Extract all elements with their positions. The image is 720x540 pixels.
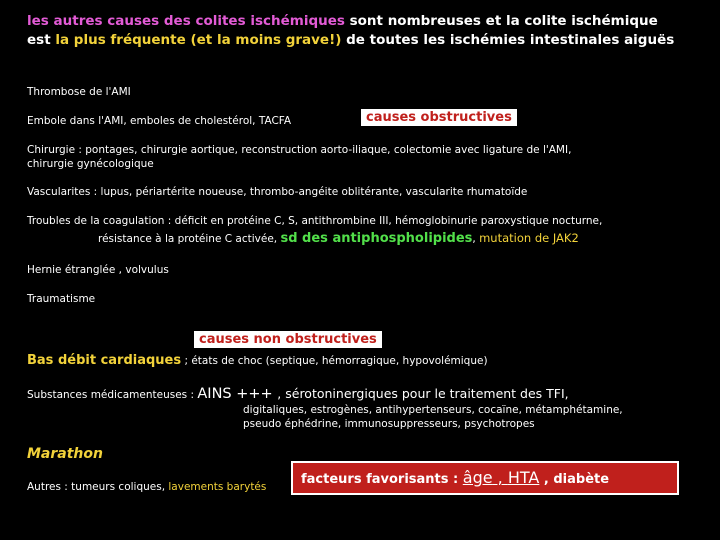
item-substances-line-2: digitaliques, estrogènes, antihypertenseurs, cocaïne, métamphétamine, [243,404,623,416]
item-hernie: Hernie étranglée , volvulus [27,264,169,276]
title-line-1 [27,12,674,31]
item-substances-line-1 [27,383,569,402]
facteurs-diabete: , diabète [539,472,610,487]
item-substances-line-3: pseudo éphédrine, immunosuppresseurs, psychotropes [243,418,535,430]
autres-text: Autres : tumeurs coliques, [27,481,169,493]
slide-title [27,12,674,50]
bas-debit-text: ; états de choc (septique, hémorragique, hypovolémique) [181,355,488,367]
title-line-2 [27,31,674,50]
item-chirurgie [27,143,571,171]
label-causes-non-obstructives: causes non obstructives [194,331,382,348]
substances-text: , sérotoninergiques pour le traitement des TFI, [277,386,569,401]
facteurs-age: âge [462,468,493,487]
facteurs-separator: , [492,468,508,487]
title-text: est [27,32,56,48]
item-chirurgie-line-2: chirurgie gynécologique [27,158,154,170]
item-vascularites: Vascularites : lupus, périartérite noueuse, thrombo-angéite oblitérante, vascularite rhumatoïde [27,186,528,198]
item-traumatisme: Traumatisme [27,293,96,305]
title-text: de toutes les ischémies intestinales aiguës [341,32,675,48]
coag-sd-antiphospholipides: sd des antiphospholipides [280,231,473,246]
coag-text: résistance à la protéine C activée, [98,233,281,245]
title-highlight-causes: les autres causes des colites ischémiques [27,13,345,29]
facteurs-favorisants-box [291,461,679,495]
item-coagulation-line-1: Troubles de la coagulation : déficit en protéine C, S, antithrombine III, hémoglobinurie paroxystique nocturne, [27,215,603,227]
coag-comma: , [472,233,480,245]
title-text: sont nombreuses et la colite ischémique [344,13,658,29]
bas-debit-label: Bas débit cardiaques [27,353,182,368]
item-autres [27,480,266,494]
facteurs-label: facteurs favorisants : [301,472,463,487]
item-marathon: Marathon [27,446,103,462]
item-thrombose: Thrombose de l'AMI [27,86,131,98]
facteurs-hta: HTA [507,468,540,487]
item-embole: Embole dans l'AMI, emboles de cholestérol, TACFA [27,115,292,127]
coag-jak2: mutation de JAK2 [479,231,579,245]
title-highlight-frequente: la plus fréquente (et la moins grave!) [55,32,342,48]
item-bas-debit [27,349,488,368]
substances-label: Substances médicamenteuses : [27,389,198,401]
item-coagulation-line-2 [98,231,579,246]
substances-ains: AINS +++ [197,386,278,402]
autres-lavements: lavements barytés [168,481,267,493]
item-chirurgie-line-1: Chirurgie : pontages, chirurgie aortique, reconstruction aorto-iliaque, colectomie avec ligature de l'AMI, [27,144,572,156]
label-causes-obstructives: causes obstructives [361,109,517,126]
